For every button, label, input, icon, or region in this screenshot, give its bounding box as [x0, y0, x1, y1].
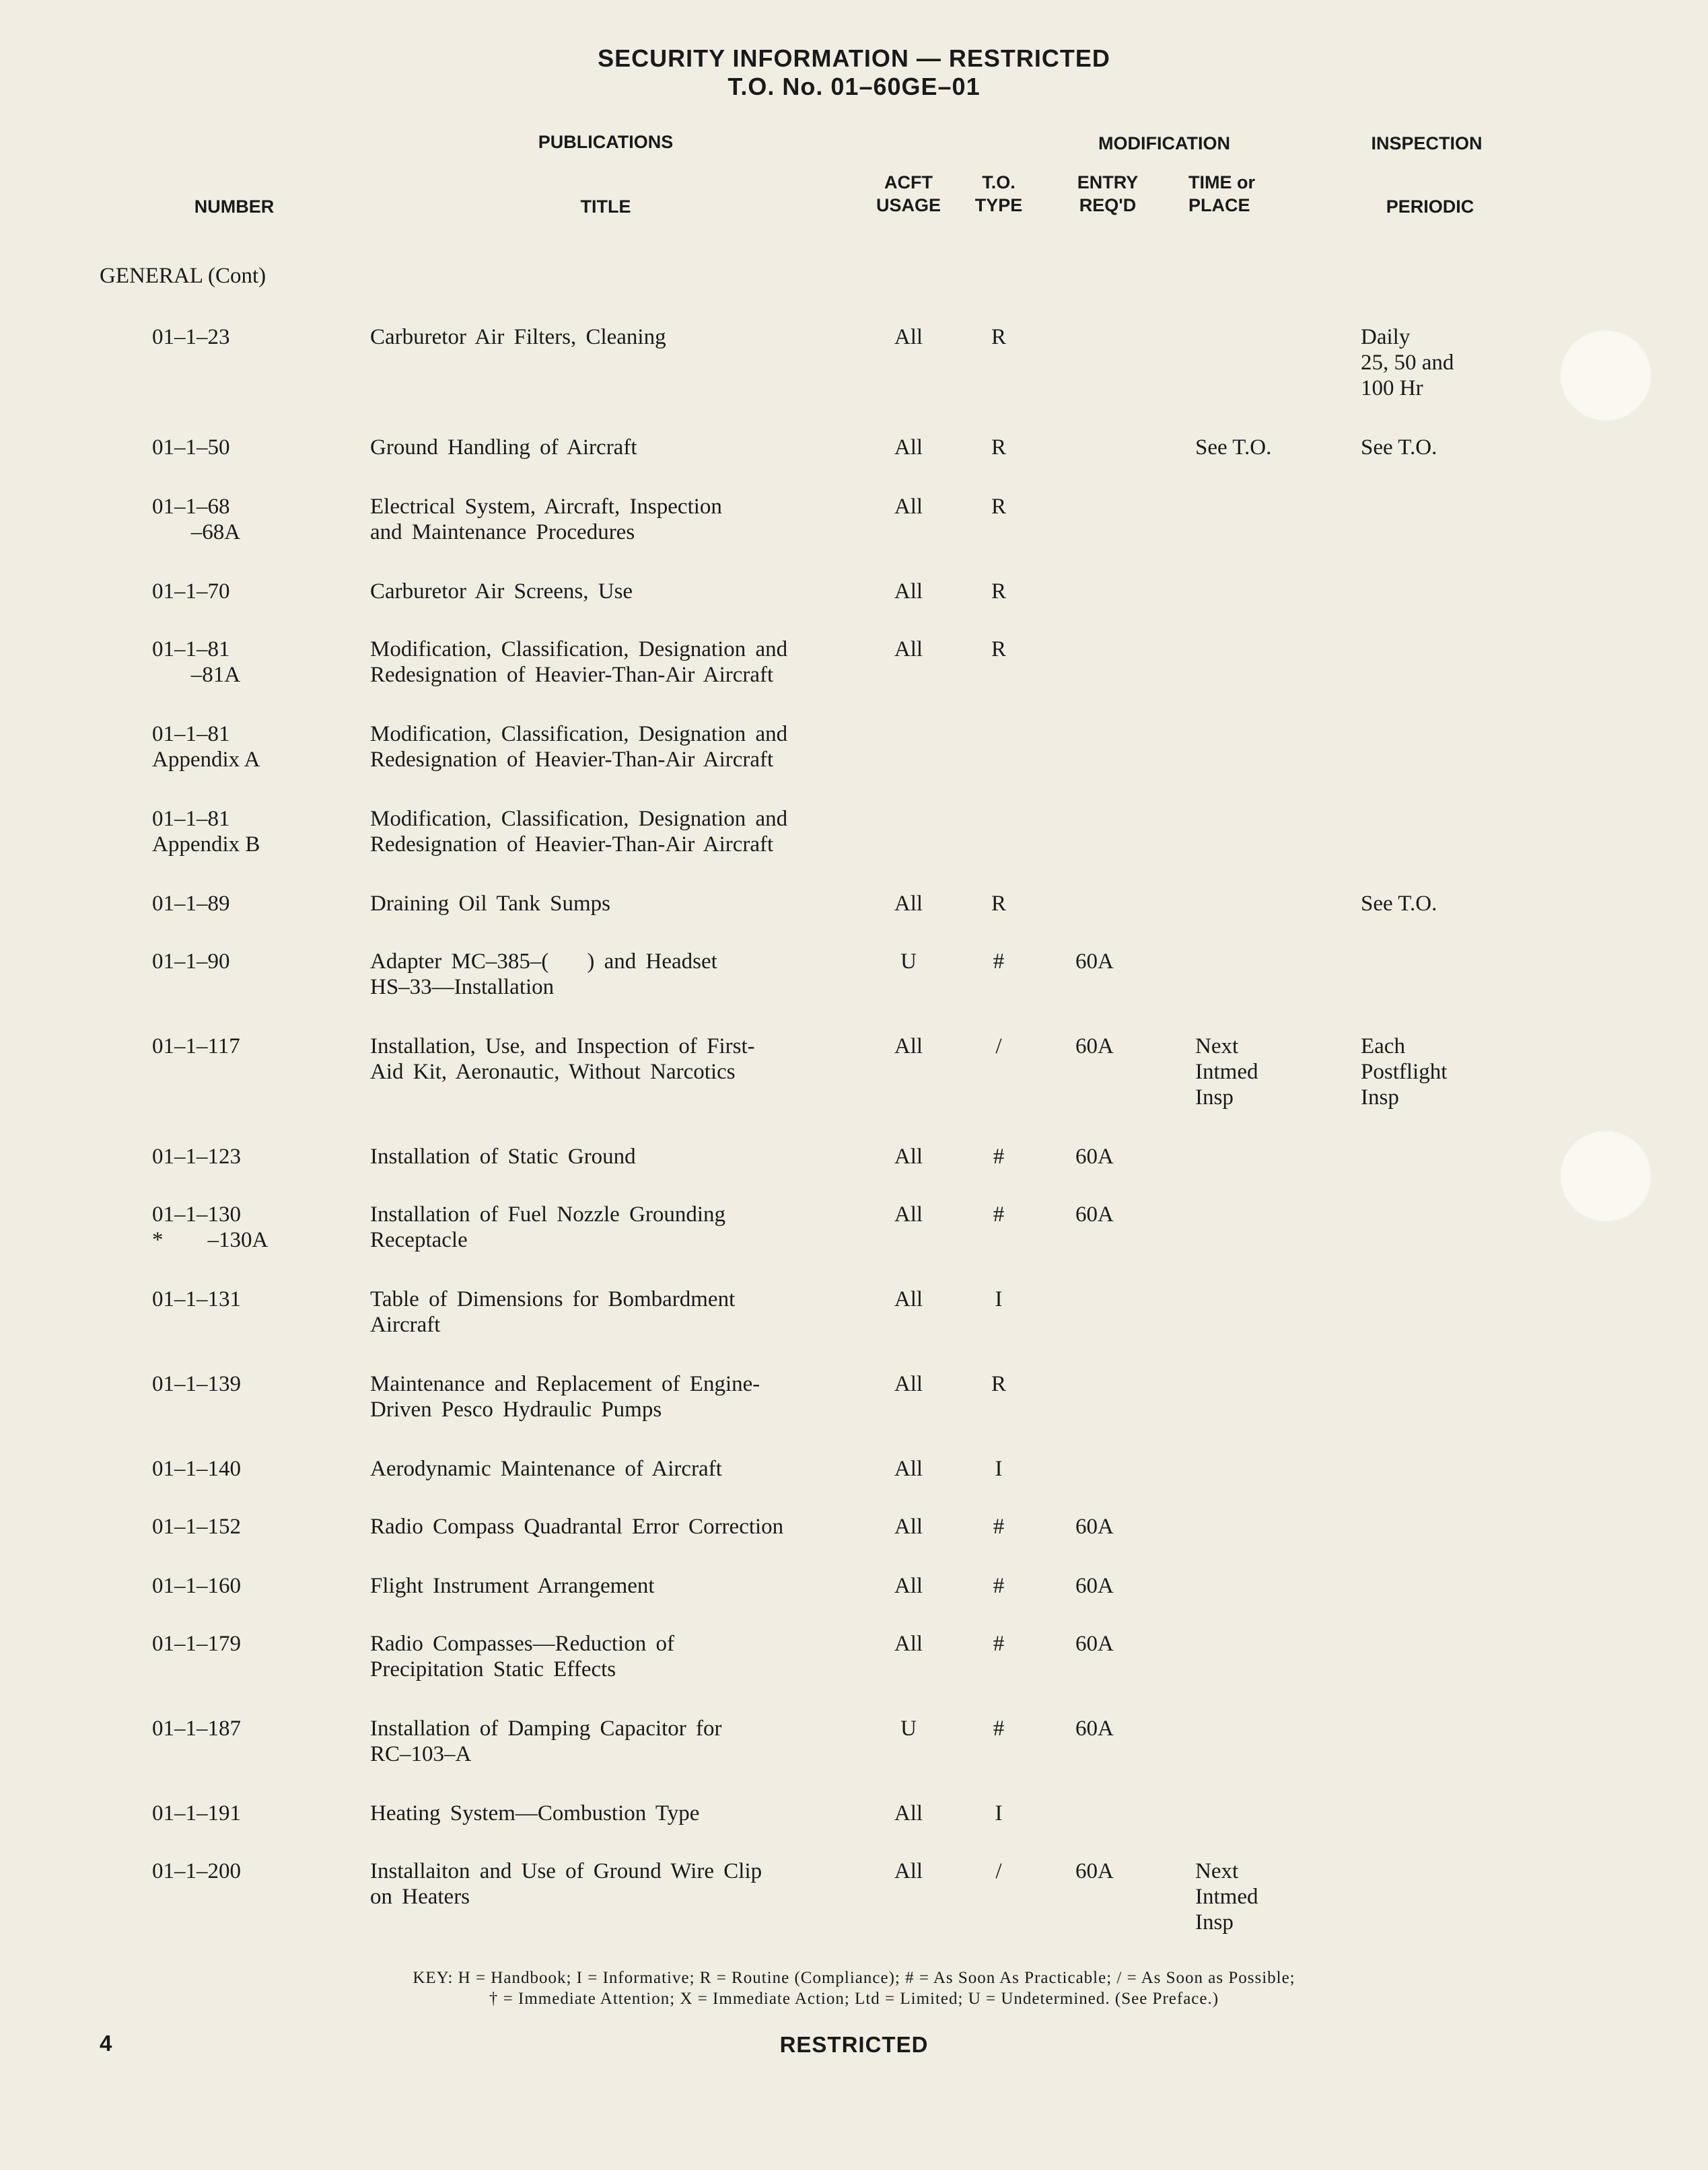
acft-usage: All: [894, 1202, 923, 1227]
pub-title: Installation of Fuel Nozzle Grounding Receptacle: [370, 1202, 726, 1252]
to-type: I: [995, 1457, 1003, 1481]
to-type: R: [991, 1372, 1006, 1396]
pub-number: 01–1–50: [152, 435, 230, 460]
to-type: /: [995, 1034, 1002, 1058]
col-to-type: T.O. TYPE: [974, 172, 1023, 215]
acft-usage: All: [894, 435, 923, 460]
key-line-2: † = Immediate Attention; X = Immediate Action; Ltd = Limited; U = Undetermined. (See Preface.): [489, 1990, 1219, 2008]
periodic-inspection: See T.O.: [1361, 892, 1437, 916]
acft-usage: All: [894, 637, 923, 661]
acft-usage: All: [894, 1457, 923, 1481]
punch-hole-bottom: [1560, 1130, 1651, 1222]
to-number: T.O. No. 01–60GE–01: [727, 73, 981, 100]
pub-number: 01–1–68 –68A: [152, 495, 241, 544]
pub-number: 01–1–81 Appendix A: [152, 722, 260, 772]
acft-usage: All: [894, 1287, 923, 1311]
to-type: R: [991, 637, 1006, 661]
pub-number: 01–1–191: [152, 1801, 241, 1825]
col-number: NUMBER: [194, 196, 275, 217]
acft-usage: All: [894, 1632, 923, 1656]
to-type: R: [991, 579, 1006, 604]
pub-title: Table of Dimensions for Bombardment Aircraft: [370, 1287, 736, 1337]
acft-usage: All: [894, 1801, 923, 1825]
to-type: #: [993, 949, 1005, 974]
entry-reqd: 60A: [1075, 1574, 1114, 1598]
to-type: R: [991, 892, 1006, 916]
footer-restricted: RESTRICTED: [779, 2032, 929, 2057]
col-modification: MODIFICATION: [1098, 133, 1230, 153]
pub-title: Modification, Classification, Designation and Redesignation of Heavier-Than-Air Aircraft: [370, 637, 788, 687]
pub-number: 01–1–179: [152, 1632, 241, 1656]
pub-title: Radio Compass Quadrantal Error Correction: [370, 1515, 784, 1539]
periodic-inspection: Daily 25, 50 and 100 Hr: [1361, 325, 1454, 400]
acft-usage: U: [900, 949, 917, 974]
pub-number: 01–1–140: [152, 1457, 241, 1481]
pub-number: 01–1–89: [152, 892, 230, 916]
entry-reqd: 60A: [1075, 1859, 1114, 1883]
col-publications: PUBLICATIONS: [538, 132, 674, 152]
col-periodic: PERIODIC: [1386, 196, 1474, 217]
pub-title: Adapter MC–385–( ) and Headset HS–33—Installation: [370, 949, 717, 999]
acft-usage: All: [894, 325, 923, 349]
pub-title: Carburetor Air Screens, Use: [370, 579, 633, 604]
pub-title: Ground Handling of Aircraft: [370, 435, 637, 460]
to-type: I: [995, 1801, 1003, 1825]
pub-title: Aerodynamic Maintenance of Aircraft: [370, 1457, 722, 1481]
to-type: #: [993, 1632, 1005, 1656]
pub-number: 01–1–123: [152, 1145, 241, 1169]
pub-title: Installation, Use, and Inspection of First- Aid Kit, Aeronautic, Without Narcotics: [370, 1034, 755, 1084]
pub-number: 01–1–139: [152, 1372, 241, 1396]
pub-title: Installation of Static Ground: [370, 1145, 636, 1169]
col-inspection: INSPECTION: [1371, 133, 1483, 153]
pub-number: 01–1–23: [152, 325, 230, 349]
acft-usage: All: [894, 892, 923, 916]
pub-title: Modification, Classification, Designation and Redesignation of Heavier-Than-Air Aircraft: [370, 722, 788, 772]
entry-reqd: 60A: [1075, 949, 1114, 974]
entry-reqd: 60A: [1075, 1716, 1114, 1741]
col-entry-reqd: ENTRY REQ'D: [1077, 172, 1139, 215]
acft-usage: U: [900, 1716, 917, 1741]
entry-reqd: 60A: [1075, 1145, 1114, 1169]
security-banner: SECURITY INFORMATION — RESTRICTED: [598, 44, 1110, 72]
pub-number: 01–1–187: [152, 1716, 241, 1741]
periodic-inspection: See T.O.: [1361, 435, 1437, 460]
pub-number: 01–1–117: [152, 1034, 240, 1058]
col-time-or-place: TIME or PLACE: [1188, 172, 1255, 215]
acft-usage: All: [894, 1145, 923, 1169]
pub-number: 01–1–90: [152, 949, 230, 974]
to-type: #: [993, 1202, 1005, 1227]
to-type: R: [991, 325, 1006, 349]
punch-hole-top: [1560, 330, 1651, 421]
to-type: R: [991, 495, 1006, 519]
to-type: #: [993, 1515, 1005, 1539]
entry-reqd: 60A: [1075, 1632, 1114, 1656]
pub-number: 01–1–160: [152, 1574, 241, 1598]
pub-title: Heating System—Combustion Type: [370, 1801, 700, 1825]
pub-title: Installation of Damping Capacitor for RC–103–A: [370, 1716, 722, 1766]
entry-reqd: 60A: [1075, 1515, 1114, 1539]
pub-title: Maintenance and Replacement of Engine- Driven Pesco Hydraulic Pumps: [370, 1372, 760, 1422]
pub-title: Flight Instrument Arrangement: [370, 1574, 655, 1598]
pub-number: 01–1–200: [152, 1859, 241, 1883]
time-or-place: Next Intmed Insp: [1195, 1034, 1258, 1110]
time-or-place: See T.O.: [1195, 435, 1272, 460]
to-type: R: [991, 435, 1006, 460]
col-title: TITLE: [580, 196, 631, 217]
acft-usage: All: [894, 1574, 923, 1598]
acft-usage: All: [894, 1515, 923, 1539]
entry-reqd: 60A: [1075, 1202, 1114, 1227]
acft-usage: All: [894, 495, 923, 519]
acft-usage: All: [894, 1372, 923, 1396]
pub-number: 01–1–70: [152, 579, 230, 604]
to-type: #: [993, 1716, 1005, 1741]
periodic-inspection: Each Postflight Insp: [1361, 1034, 1448, 1110]
pub-number: 01–1–81 Appendix B: [152, 807, 260, 857]
pub-title: Electrical System, Aircraft, Inspection and Maintenance Procedures: [370, 495, 722, 544]
entry-reqd: 60A: [1075, 1034, 1114, 1058]
pub-number: 01–1–81 –81A: [152, 637, 241, 687]
to-type: I: [995, 1287, 1003, 1311]
pub-number: 01–1–152: [152, 1515, 241, 1539]
acft-usage: All: [894, 579, 923, 604]
pub-title: Radio Compasses—Reduction of Precipitation Static Effects: [370, 1632, 674, 1681]
acft-usage: All: [894, 1859, 923, 1883]
acft-usage: All: [894, 1034, 923, 1058]
to-type: /: [995, 1859, 1002, 1883]
pub-title: Modification, Classification, Designation and Redesignation of Heavier-Than-Air Aircraft: [370, 807, 788, 857]
col-acft-usage: ACFT USAGE: [876, 172, 941, 215]
to-type: #: [993, 1574, 1005, 1598]
section-label: GENERAL (Cont): [100, 264, 266, 288]
page-number: 4: [100, 2031, 112, 2056]
time-or-place: Next Intmed Insp: [1195, 1859, 1258, 1934]
pub-number: 01–1–131: [152, 1287, 241, 1311]
pub-title: Installaiton and Use of Ground Wire Clip on Heaters: [370, 1859, 762, 1909]
to-type: #: [993, 1145, 1005, 1169]
pub-title: Draining Oil Tank Sumps: [370, 892, 610, 916]
pub-number: 01–1–130 * –130A: [152, 1202, 269, 1252]
key-line-1: KEY: H = Handbook; I = Informative; R = Routine (Compliance); # = As Soon As Practicable; / = As Soon as Possible;: [413, 1969, 1295, 1987]
pub-title: Carburetor Air Filters, Cleaning: [370, 325, 666, 349]
